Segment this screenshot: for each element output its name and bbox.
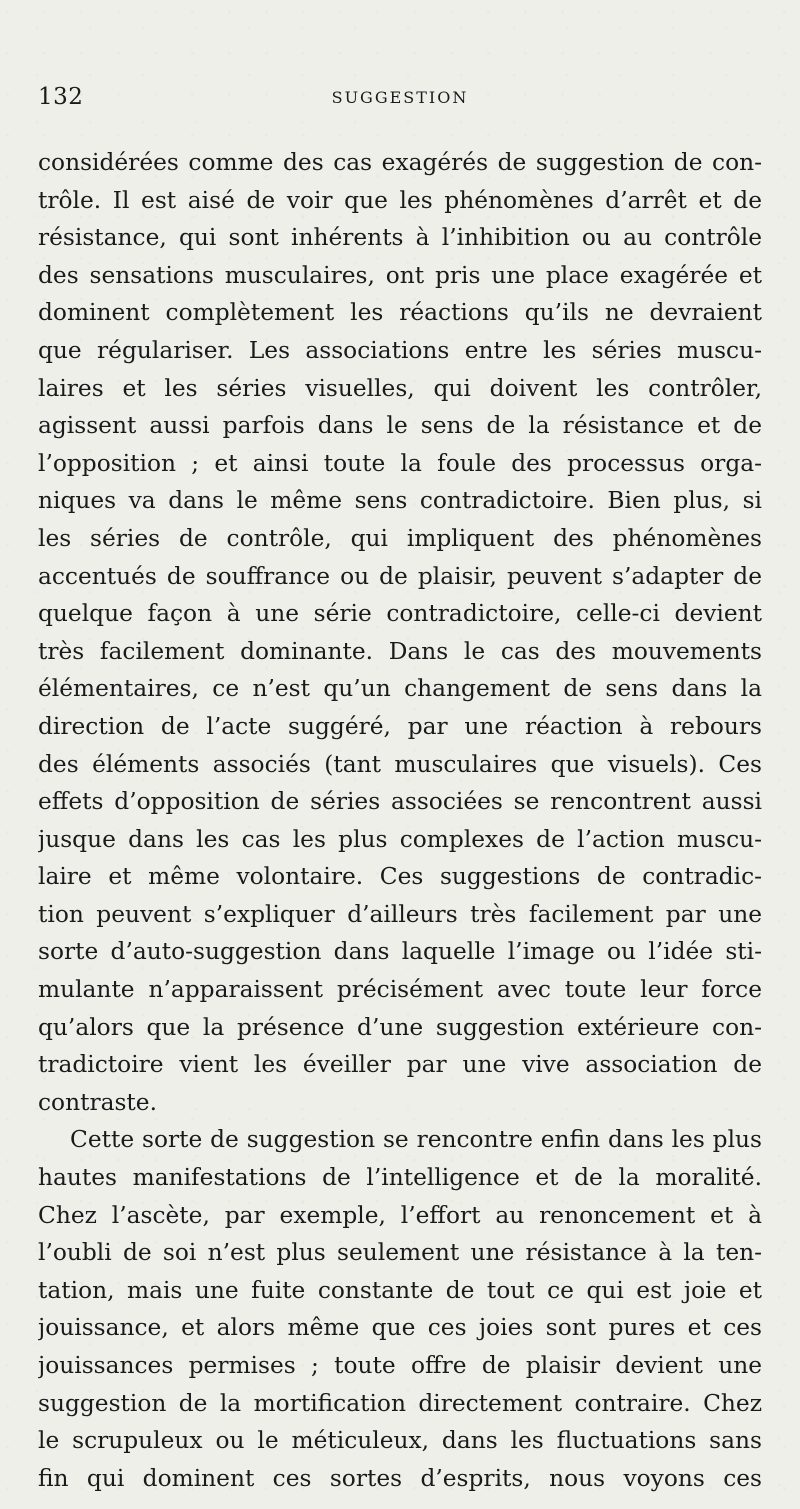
text-line: agissent aussi parfois dans le sens de la résistance et de xyxy=(38,412,762,440)
text-line: effets d’opposition de séries associées se rencontrent aussi xyxy=(38,788,762,816)
paragraph xyxy=(38,144,762,1121)
text-line: Chez l’ascète, par exemple, l’effort au renoncement et à xyxy=(38,1201,762,1229)
body-text xyxy=(38,144,762,1497)
text-line: très facilement dominante. Dans le cas des mouvements xyxy=(38,637,762,665)
text-line: accentués de souffrance ou de plaisir, peuvent s’adapter de xyxy=(38,562,762,590)
text-line: Cette sorte de suggestion se rencontre enfin dans les plus xyxy=(70,1126,762,1154)
text-line: élémentaires, ce n’est qu’un changement de sens dans la xyxy=(38,675,762,703)
text-line: résistance, qui sont inhérents à l’inhibition ou au contrôle xyxy=(38,224,762,252)
text-line: dominent complètement les réactions qu’ils ne devraient xyxy=(38,299,762,327)
text-line: tradictoire vient les éveiller par une vive association de xyxy=(38,1051,762,1079)
text-line: jusque dans les cas les plus complexes de l’action muscu- xyxy=(38,825,762,853)
text-line: jouissances permises ; toute offre de plaisir devient une xyxy=(38,1352,762,1379)
text-line: jouissance, et alors même que ces joies sont pures et ces xyxy=(38,1314,762,1342)
text-line: trôle. Il est aisé de voir que les phénomènes d’arrêt et de xyxy=(38,186,762,214)
text-line: hautes manifestations de l’intelligence et de la moralité. xyxy=(38,1164,762,1192)
running-head: SUGGESTION xyxy=(331,88,469,107)
page-header xyxy=(38,84,762,114)
text-line: des sensations musculaires, ont pris une place exagérée et xyxy=(38,261,762,289)
text-line: qu’alors que la présence d’une suggestion extérieure con- xyxy=(38,1013,762,1041)
text-line: niques va dans le même sens contradictoire. Bien plus, si xyxy=(38,487,762,515)
text-line: direction de l’acte suggéré, par une réaction à rebours xyxy=(38,712,762,740)
text-line: tion peuvent s’expliquer d’ailleurs très facilement par une xyxy=(38,900,762,928)
book-page xyxy=(38,0,762,1509)
text-line: quelque façon à une série contradictoire, celle-ci devient xyxy=(38,600,762,628)
text-line: que régulariser. Les associations entre les séries muscu- xyxy=(38,336,762,364)
text-line: fin qui dominent ces sortes d’esprits, nous voyons ces xyxy=(38,1464,762,1492)
text-line: laire et même volontaire. Ces suggestions de contradic- xyxy=(38,863,762,891)
text-line: l’oubli de soi n’est plus seulement une résistance à la ten- xyxy=(38,1239,762,1267)
paragraph xyxy=(38,1121,762,1497)
text-line: contraste. xyxy=(38,1088,157,1116)
text-line: l’opposition ; et ainsi toute la foule des processus orga- xyxy=(38,449,762,477)
text-line: le scrupuleux ou le méticuleux, dans les fluctuations sans xyxy=(38,1427,762,1455)
text-line: mulante n’apparaissent précisément avec toute leur force xyxy=(38,976,762,1004)
page-number: 132 xyxy=(38,84,84,110)
text-line: considérées comme des cas exagérés de suggestion de con- xyxy=(38,149,762,176)
text-line: des éléments associés (tant musculaires que visuels). Ces xyxy=(38,750,762,778)
text-line: tation, mais une fuite constante de tout ce qui est joie et xyxy=(38,1276,762,1304)
text-line: laires et les séries visuelles, qui doivent les contrôler, xyxy=(38,374,762,402)
text-line: les séries de contrôle, qui impliquent des phénomènes xyxy=(38,524,762,552)
text-line: sorte d’auto-suggestion dans laquelle l’image ou l’idée sti- xyxy=(38,938,762,966)
text-line: suggestion de la mortification directement contraire. Chez xyxy=(38,1389,762,1417)
